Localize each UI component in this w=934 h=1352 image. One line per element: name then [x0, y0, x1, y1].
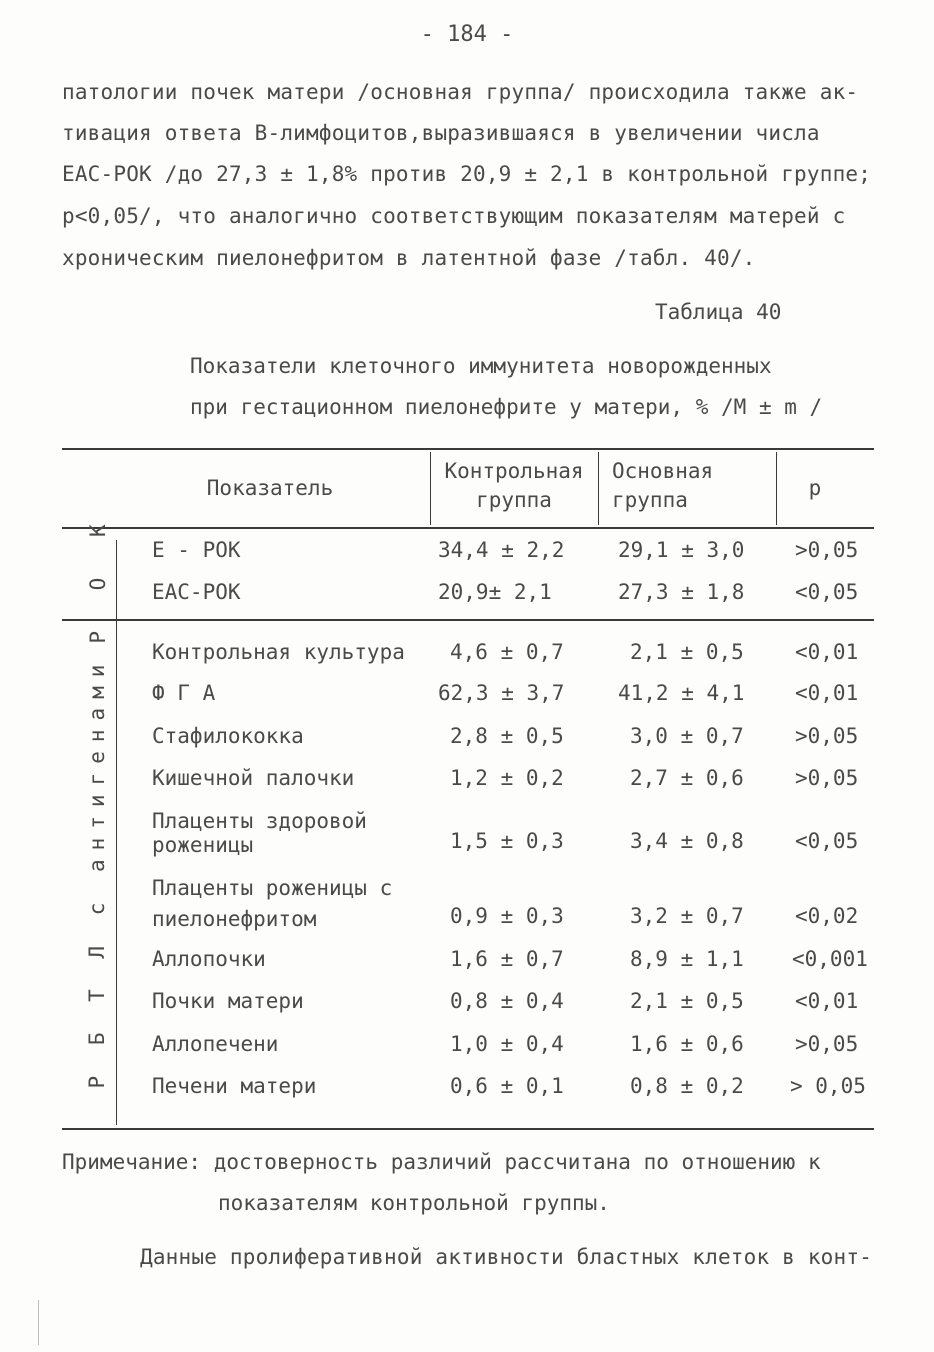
group-label-rbtl: Р Б Т Л с антигенами [85, 655, 109, 1089]
row-main: 3,0 ± 0,7 [630, 724, 744, 748]
row-p: >0,05 [795, 1032, 859, 1056]
row-p: >0,05 [795, 766, 859, 790]
table-caption-line: Показатели клеточного иммунитета новорожденных [190, 354, 772, 378]
row-main: 2,1 ± 0,5 [630, 989, 744, 1013]
header-divider [598, 452, 599, 525]
header-main [612, 457, 752, 515]
row-main: 3,4 ± 0,8 [630, 829, 744, 853]
table-top-rule [62, 448, 874, 450]
paragraph-line: патологии почек матери /основная группа/ происходила также ак- [62, 80, 859, 104]
group-divider [116, 540, 117, 1125]
header-main-line: Основная [612, 459, 714, 483]
row-name: Контрольная культура [152, 640, 405, 664]
row-p: <0,02 [795, 904, 859, 928]
table-caption-line: при гестационном пиелонефрите у матери, % /М ± m / [190, 395, 823, 419]
row-name: Плаценты роженицы с пиелонефритом [152, 876, 393, 931]
header-control-line: Контрольная [444, 459, 584, 483]
row-main: 8,9 ± 1,1 [630, 947, 744, 971]
row-control: 4,6 ± 0,7 [450, 640, 564, 664]
row-main: 0,8 ± 0,2 [630, 1074, 744, 1098]
row-main: 41,2 ± 4,1 [618, 681, 745, 705]
row-p: <0,01 [795, 681, 859, 705]
row-p: >0,05 [795, 538, 859, 562]
table-bottom-rule [62, 1128, 874, 1130]
row-p: <0,001 [792, 947, 868, 971]
row-p: <0,01 [795, 989, 859, 1013]
page-number: - 184 - [420, 22, 514, 47]
row-name: Аллопочки [152, 947, 266, 971]
row-control: 0,6 ± 0,1 [450, 1074, 564, 1098]
row-control: 34,4 ± 2,2 [438, 538, 565, 562]
table-header-rule [62, 527, 874, 529]
header-indicator: Показатель [206, 476, 334, 500]
paragraph-line: хроническим пиелонефритом в латентной фазе /табл. 40/. [62, 246, 756, 270]
group-label-rok: Р О К [86, 510, 110, 644]
row-p: <0,01 [795, 640, 859, 664]
table-note: Примечание: достоверность различий рассчитана по отношению к [62, 1150, 821, 1174]
row-control: 1,2 ± 0,2 [450, 766, 564, 790]
row-control: 0,8 ± 0,4 [450, 989, 564, 1013]
header-divider [776, 452, 777, 525]
row-name: ЕАС-РОК [152, 580, 241, 604]
trailing-paragraph-line: Данные пролиферативной активности бластных клеток в конт- [140, 1245, 873, 1269]
row-control: 20,9± 2,1 [438, 580, 552, 604]
row-control: 0,9 ± 0,3 [450, 904, 564, 928]
row-name: Печени матери [152, 1074, 317, 1098]
row-control: 1,5 ± 0,3 [450, 829, 564, 853]
row-p: >0,05 [795, 724, 859, 748]
row-main: 2,7 ± 0,6 [630, 766, 744, 790]
row-control: 62,3 ± 3,7 [438, 681, 565, 705]
table-label: Таблица 40 [655, 300, 782, 324]
row-main: 29,1 ± 3,0 [618, 538, 745, 562]
header-p: р [808, 476, 822, 500]
row-p: <0,05 [795, 829, 859, 853]
row-p: > 0,05 [790, 1074, 866, 1098]
row-name: Е - РОК [152, 538, 241, 562]
row-main: 27,3 ± 1,8 [618, 580, 745, 604]
row-control: 1,0 ± 0,4 [450, 1032, 564, 1056]
paragraph-line: р<0,05/, что аналогично соответствующим показателям матерей с [62, 204, 846, 228]
header-divider [430, 452, 431, 525]
row-name: Стафилококка [152, 724, 304, 748]
table-note-continuation: показателям контрольной группы. [218, 1191, 610, 1215]
row-name: Аллопечени [152, 1032, 279, 1056]
row-name: Плаценты здоровой роженицы [152, 809, 367, 857]
header-control [432, 457, 596, 515]
row-control: 1,6 ± 0,7 [450, 947, 564, 971]
row-name: Ф Г А [152, 681, 216, 705]
row-p: <0,05 [795, 580, 859, 604]
scan-margin-mark [38, 1300, 39, 1345]
paragraph-line: тивация ответа В-лимфоцитов,выразившаяся в увеличении числа [62, 121, 820, 145]
table-group-rule [62, 619, 874, 621]
row-main: 2,1 ± 0,5 [630, 640, 744, 664]
row-name: Почки матери [152, 989, 304, 1013]
header-control-line: группа [476, 488, 552, 512]
row-main: 1,6 ± 0,6 [630, 1032, 744, 1056]
row-name: Кишечной палочки [152, 766, 355, 790]
header-main-line: группа [612, 488, 688, 512]
row-control: 2,8 ± 0,5 [450, 724, 564, 748]
row-main: 3,2 ± 0,7 [630, 904, 744, 928]
paragraph-line: ЕАС-РОК /до 27,3 ± 1,8% против 20,9 ± 2,1 в контрольной группе; [62, 162, 872, 186]
